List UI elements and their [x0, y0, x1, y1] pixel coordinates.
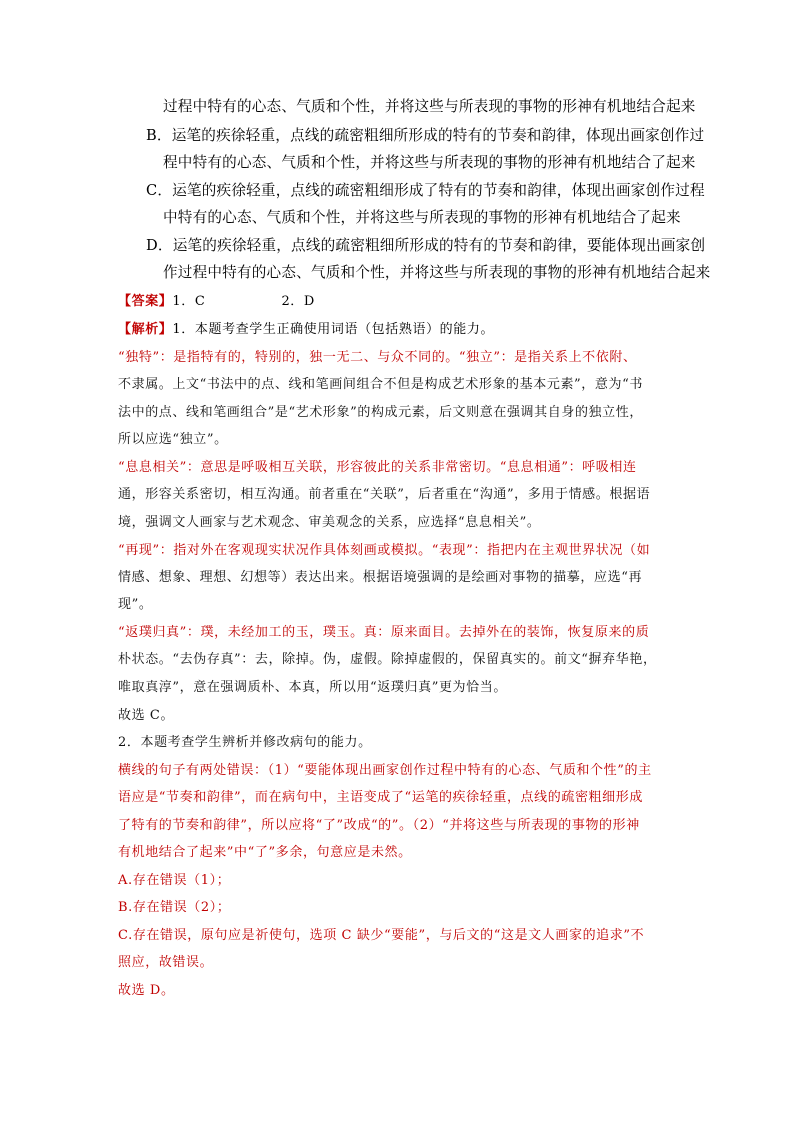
q2-line-1: 横线的句子有两处错误：（1）“要能体现出画家创作过程中特有的心态、气质和个性”的主 — [118, 763, 652, 778]
answer-2: 2．D — [281, 294, 315, 309]
p3-line-2: 情感、想象、理想、幻想等）表达出来。根据语境强调的是绘画对事物的描摹，应选“再 — [118, 570, 643, 585]
p4-line-2: 朴状态。“去伪存真”：去，除掉。伪，虚假。除掉虚假的，保留真实的。前文“摒弃华艳， — [118, 652, 657, 667]
q2-option-c-line-2: 照应，故错误。 — [118, 955, 214, 970]
q2-conclusion: 故选 D。 — [118, 983, 175, 998]
p4-line-1: “返璞归真”：璞，未经加工的玉，璞玉。真：原来面目。去掉外在的装饰，恢复原来的质 — [118, 625, 650, 640]
q2-option-a: A.存在错误（1）； — [118, 873, 231, 888]
p2-line-3: 境，强调文人画家与艺术观念、审美观念的关系，应选择“息息相关”。 — [118, 515, 541, 530]
q2-option-b: B.存在错误（2）； — [118, 900, 231, 915]
answer-tag: 【答案】 — [118, 294, 173, 309]
option-d-line-2: 作过程中特有的心态、气质和个性，并将这些与所表现的事物的形神有机地结合起来 — [163, 264, 711, 281]
q2-intro: 2．本题考查学生辨析并修改病句的能力。 — [118, 735, 372, 750]
q2-option-c-line-1: C.存在错误，原句应是祈使句，选项 C 缺少“要能”，与后文的“这是文人画家的追求”不 — [118, 928, 645, 943]
option-c-line-2: 中特有的心态、气质和个性，并将这些与所表现的事物的形神有机地结合了起来 — [163, 209, 681, 226]
q2-line-4: 有机地结合了起来”中“了”多余，句意应是未然。 — [118, 845, 412, 860]
p2-line-1: “息息相关”：意思是呼吸相互关联，形容彼此的关系非常密切。“息息相通”：呼吸相连 — [118, 460, 637, 475]
p2-line-2: 通，形容关系密切，相互沟通。前者重在“关联”，后者重在“沟通”，多用于情感。根据语 — [118, 487, 651, 502]
option-d-line-1: D．运笔的疾徐轻重，点线的疏密粗细所形成的特有的节奏和韵律，要能体现出画家创 — [146, 237, 706, 254]
p1-line-4: 所以应选“独立”。 — [118, 432, 228, 447]
option-b-line-1: B．运笔的疾徐轻重，点线的疏密粗细所形成的特有的节奏和韵律，体现出画家创作过 — [146, 127, 705, 144]
q2-line-2: 语应是“节奏和韵律”，而在病句中，主语变成了“运笔的疾徐轻重，点线的疏密粗细形成 — [118, 790, 643, 805]
option-c-line-1: C．运笔的疾徐轻重，点线的疏密粗细形成了特有的节奏和韵律，体现出画家创作过程 — [146, 182, 705, 199]
analysis-tag: 【解析】 — [118, 322, 173, 337]
p4-conclusion: 故选 C。 — [118, 708, 175, 723]
p1-line-2: 不隶属。上文“书法中的点、线和笔画间组合不但是构成艺术形象的基本元素”，意为“书 — [118, 377, 643, 392]
p3-line-3: 现”。 — [118, 597, 153, 612]
answer-line — [118, 290, 315, 309]
p4-line-3: 唯取真淳”，意在强调质朴、本真，所以用“返璞归真”更为恰当。 — [118, 680, 507, 695]
analysis-intro: 1．本题考查学生正确使用词语（包括熟语）的能力。 — [172, 322, 495, 337]
p1-line-1: “独特”：是指特有的，特别的，独一无二、与众不同的。“独立”：是指关系上不依附、 — [118, 350, 637, 365]
option-a-continuation: 过程中特有的心态、气质和个性，并将这些与所表现的事物的形神有机地结合起来 — [163, 98, 696, 115]
analysis-line — [118, 318, 494, 337]
p3-line-1: “再现”：指对外在客观现实状况作具体刻画或模拟。“表现”：指把内在主观世界状况（如 — [118, 543, 651, 558]
option-b-line-2: 程中特有的心态、气质和个性，并将这些与所表现的事物的形神有机地结合了起来 — [163, 154, 696, 171]
p1-line-3: 法中的点、线和笔画组合”是“艺术形象”的构成元素，后文则意在强调其自身的独立性， — [118, 405, 643, 420]
q2-line-3: 了特有的节奏和韵律”，所以应将“了”改成“的”。（2）“并将这些与所表现的事物的形神 — [118, 818, 640, 833]
answer-1: 1．C — [172, 294, 206, 309]
